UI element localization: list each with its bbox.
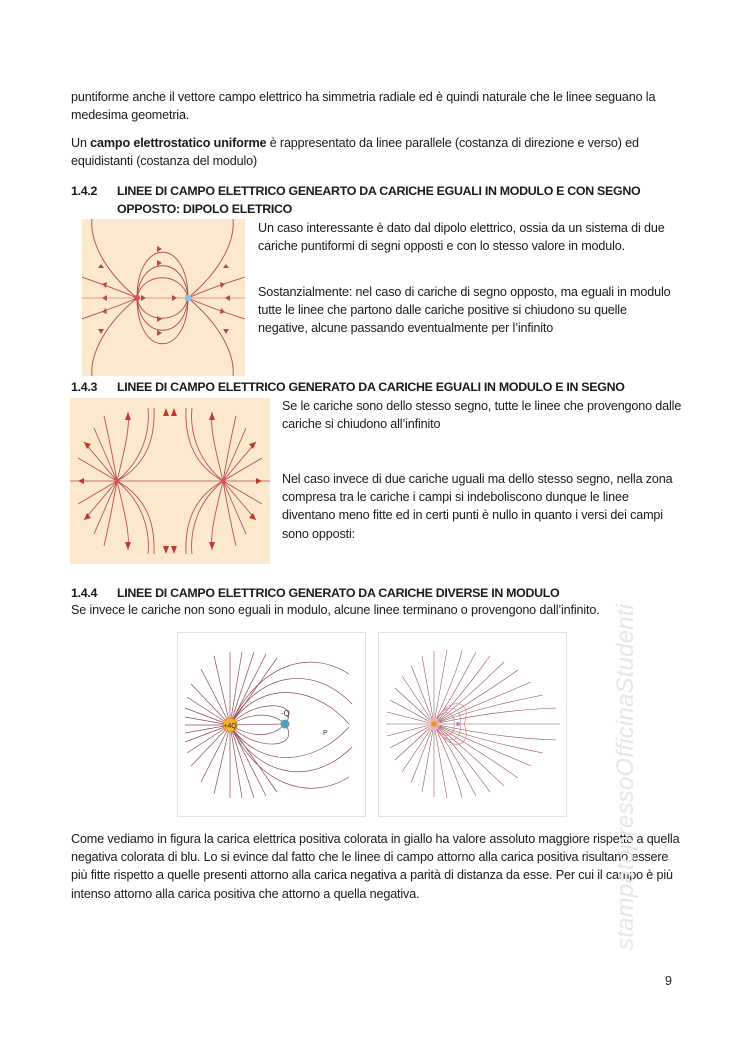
watermark: stampatopressoOfficinaStudenti xyxy=(612,603,639,950)
unequal-charges-figure-far xyxy=(378,632,567,817)
negative-charge-label: -Q xyxy=(281,709,290,718)
dipole-figure xyxy=(82,219,245,376)
section-heading-1-4-2 xyxy=(71,182,681,218)
intro-paragraph-2 xyxy=(71,134,681,170)
page-number: 9 xyxy=(665,974,672,988)
dipole-paragraph-1: Un caso interessante è dato dal dipolo elettrico, ossia da un sistema di due cariche puntiformi di segni opposti e con lo stesso valore in modulo. xyxy=(258,221,665,254)
intro-paragraph-1: puntiforme anche il vettore campo elettrico ha simmetria radiale ed è quindi naturale che le linee seguano la medesima geometria. xyxy=(71,90,656,123)
section-number: 1.4.2 xyxy=(71,184,98,198)
bold-term: campo elettrostatico uniforme xyxy=(90,136,267,150)
dipole-paragraph-2: Sostanzialmente: nel caso di cariche di segno opposto, ma eguali in modulo tutte le linee che partono dalle cariche positive si chiudono su quelle negative, alcune passando eventualmente per l’infinito xyxy=(258,285,671,336)
section-heading-1-4-4 xyxy=(71,584,681,602)
like-charges-figure xyxy=(70,398,270,564)
intro-text: è rappresentato da linee parallele (costanza di direzione e verso) ed equidistanti (costanza del modulo) xyxy=(71,136,639,169)
section-title: LINEE DI CAMPO ELETTRICO GENERATO DA CARICHE DIVERSE IN MODULO xyxy=(117,586,560,600)
positive-charge-label: +4Q xyxy=(223,723,237,730)
unequal-charges-paragraph-2: Come vediamo in figura la carica elettrica positiva colorata in giallo ha valore assoluto maggiore rispetto a quella negativa colorata di blu. Lo si evince dal fatto che le linee di campo attorno alla carica positiva risultano essere più fitte rispetto a quelle presenti attorno alla carica negativa a parità di distanza da esse. Per cui il campo è più intenso attorno alla carica positiva che attorno a quella negativa. xyxy=(71,832,680,901)
intro-text: Un xyxy=(71,136,91,150)
unequal-charges-figure-near xyxy=(177,632,366,817)
section-title: LINEE DI CAMPO ELETTRICO GENERATO DA CARICHE EGUALI IN MODULO E IN SEGNO xyxy=(117,380,625,394)
section-heading-1-4-3 xyxy=(71,378,681,396)
section-number: 1.4.3 xyxy=(71,380,98,394)
like-charges-paragraph-2: Nel caso invece di due cariche uguali ma dello stesso segno, nella zona compresa tra le cariche i campi si indeboliscono dunque le linee diventano meno fitte ed in certi punti è nullo in quanto i versi dei campi sono opposti: xyxy=(282,472,673,541)
section-title: LINEE DI CAMPO ELETTRICO GENEARTO DA CARICHE EGUALI IN MODULO E CON SEGNO xyxy=(117,184,641,198)
point-label: P xyxy=(323,730,328,737)
section-number: 1.4.4 xyxy=(71,586,98,600)
section-title-continued: OPPOSTO: DIPOLO ELETRICO xyxy=(117,202,293,216)
unequal-charges-paragraph-1: Se invece le cariche non sono eguali in modulo, alcune linee terminano o provengono dall’infinito. xyxy=(71,603,600,617)
like-charges-paragraph-1: Se le cariche sono dello stesso segno, tutte le linee che provengono dalle cariche si chiudono all’infinito xyxy=(282,399,682,432)
